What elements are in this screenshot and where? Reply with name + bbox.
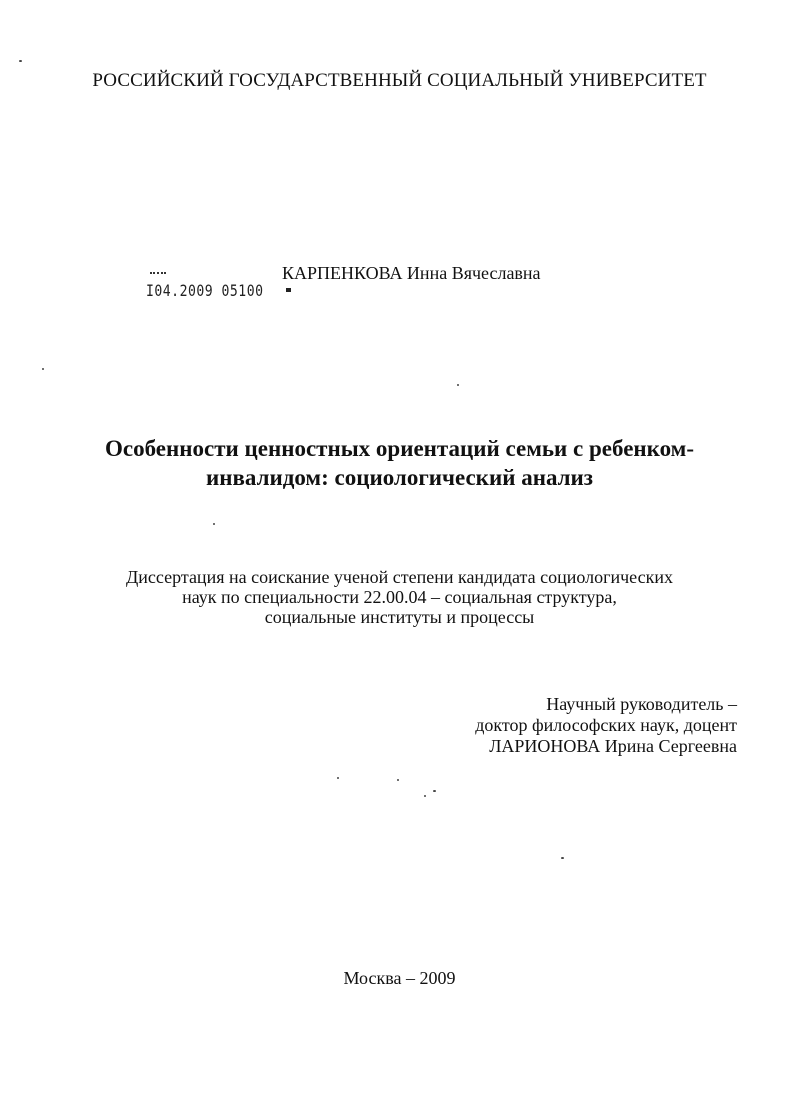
university-name: РОССИЙСКИЙ ГОСУДАРСТВЕННЫЙ СОЦИАЛЬНЫЙ УНИВЕРСИТЕТ — [92, 70, 707, 91]
title-line: инвалидом: социологический анализ — [205, 465, 594, 490]
stamp-dot — [286, 288, 291, 292]
scan-speck — [213, 523, 215, 525]
supervisor-line: Научный руководитель – — [546, 694, 737, 714]
scan-speck — [337, 777, 339, 779]
scan-speck — [433, 790, 436, 792]
author-name: КАРПЕНКОВА Инна Вячеславна — [282, 263, 541, 283]
scan-speck — [19, 60, 22, 62]
scan-speck — [424, 795, 426, 797]
scan-speck — [397, 779, 399, 781]
supervisor-line: ЛАРИОНОВА Ирина Сергеевна — [489, 736, 737, 756]
scan-speck — [42, 368, 44, 370]
subtitle-line: наук по специальности 22.00.04 – социальная структура, — [182, 587, 617, 607]
library-stamp-number: I04.2009 05100 — [146, 281, 264, 300]
supervisor-block — [475, 694, 737, 757]
subtitle-line: Диссертация на соискание ученой степени кандидата социологических — [126, 567, 673, 587]
city-year: Москва – 2009 — [343, 968, 456, 988]
supervisor-line: доктор философских наук, доцент — [475, 715, 737, 735]
stamp-mark — [150, 272, 166, 276]
scan-speck — [457, 384, 459, 386]
dissertation-subtitle — [60, 567, 739, 627]
subtitle-line: социальные институты и процессы — [264, 607, 535, 627]
dissertation-title — [60, 434, 739, 492]
scan-speck — [561, 857, 564, 859]
title-line: Особенности ценностных ориентаций семьи с ребенком- — [104, 436, 694, 461]
